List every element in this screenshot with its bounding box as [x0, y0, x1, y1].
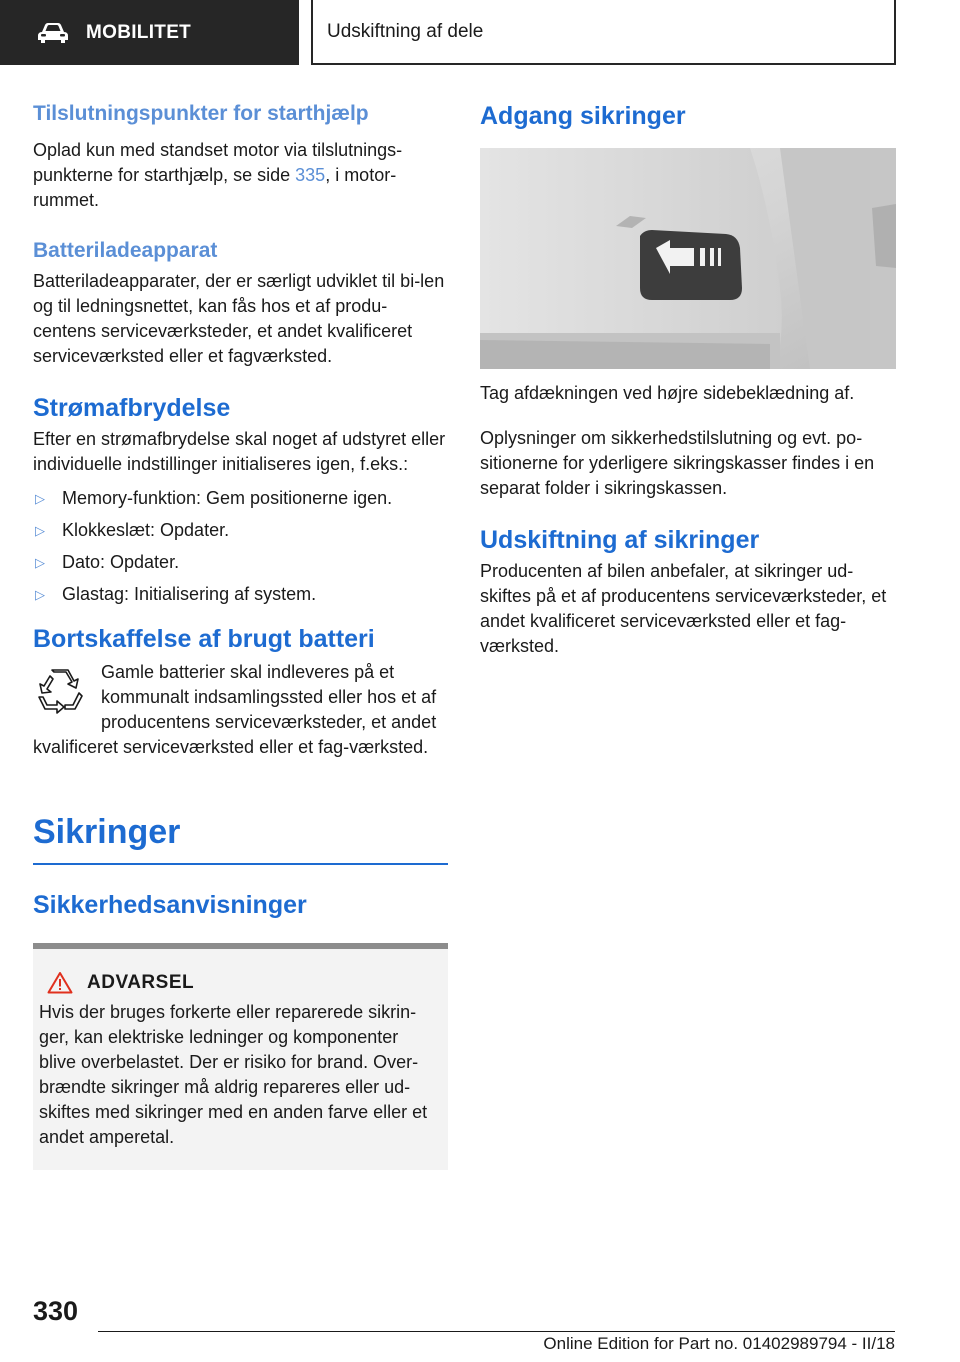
list-item-text: Glastag: Initialisering af system.	[62, 584, 317, 604]
jump-text-b: , i motor-rummet.	[33, 165, 397, 210]
page-header	[0, 0, 960, 66]
photo-caption: Tag afdækningen ved højre sidebeklædning af.	[480, 383, 855, 403]
warning-header	[47, 971, 440, 994]
list-item	[33, 582, 448, 607]
page-link[interactable]: 335	[295, 165, 326, 185]
triangle-bullet-icon: ▷	[35, 555, 45, 570]
bullet-list	[33, 486, 448, 607]
list-item-text: Memory-funktion: Gem positionerne igen.	[62, 488, 393, 508]
heading-power-outage: Strømafbrydelse	[33, 394, 231, 422]
list-item-text: Klokkeslæt: Opdater.	[62, 520, 230, 540]
triangle-bullet-icon: ▷	[35, 587, 45, 602]
section-tab	[0, 0, 299, 65]
disposal-block	[33, 660, 448, 760]
edition-note: Online Edition for Part no. 01402989794 - II/18	[543, 1334, 895, 1353]
paragraph-additional-fuse-info: Oplysninger om sikkerhedstilslutning og evt. po-sitionerne for yderligere sikringskasser findes i en separat folder i sikringskassen.	[480, 428, 875, 498]
chapter-heading-fuses: Sikringer	[33, 813, 181, 851]
paragraph-jump-start	[33, 138, 448, 213]
car-icon	[36, 22, 70, 44]
recycle-icon	[35, 666, 85, 716]
list-item	[33, 518, 448, 543]
triangle-bullet-icon: ▷	[35, 491, 45, 506]
warning-text: Hvis der bruges forkerte eller reparerede sikrin-ger, kan elektriske ledninger og komponenter blive overbelastet. Der er risiko for brand. Over-brændte sikringer må aldrig repareres eller ud-skiftes med sikringer med en anden farve eller et andet amperetal.	[39, 1002, 428, 1147]
heading-jump-start: Tilslutningspunkter for starthjælp	[33, 102, 369, 125]
paragraph-fuse-replacement: Producenten af bilen anbefaler, at sikringer ud-skiftes på et af producentens serviceværksteder, et andet kvalificeret serviceværksted eller et fag-værksted.	[480, 561, 887, 656]
heading-battery-disposal: Bortskaffelse af brugt batteri	[33, 625, 375, 653]
paragraph-power-outage: Efter en strømafbrydelse skal noget af udstyret eller individuelle indstillinger initialiseres igen, f.eks.:	[33, 429, 446, 474]
chapter-divider	[33, 863, 448, 865]
section-title: MOBILITET	[86, 21, 192, 43]
chapter-tab	[311, 0, 896, 65]
warning-title: ADVARSEL	[87, 971, 195, 993]
list-item-text: Dato: Opdater.	[62, 552, 180, 572]
footer-divider	[98, 1331, 895, 1332]
heading-fuse-replacement: Udskiftning af sikringer	[480, 526, 760, 554]
list-item	[33, 550, 448, 575]
chapter-title: Udskiftning af dele	[327, 20, 484, 42]
list-item	[33, 486, 448, 511]
jump-text-a: Oplad kun med standset motor via tilslutnings-punkterne for starthjælp, se side	[33, 140, 403, 185]
heading-charger: Batteriladeapparat	[33, 239, 218, 262]
left-column	[33, 100, 448, 1170]
paragraph-charger: Batteriladeapparater, der er særligt udviklet til bi-len og til ledningsnettet, kan fås hos et af produ-centens serviceværksteder, et andet kvalificeret serviceværksted eller et fagværksted.	[33, 271, 445, 366]
heading-safety: Sikkerhedsanvisninger	[33, 891, 307, 919]
warning-triangle-icon	[47, 971, 73, 994]
page-number: 330	[33, 1296, 79, 1326]
heading-fuse-access: Adgang sikringer	[480, 102, 686, 130]
triangle-bullet-icon: ▷	[35, 523, 45, 538]
right-column	[480, 100, 896, 659]
fuse-cover-photo	[480, 148, 896, 369]
paragraph-battery-disposal: Gamle batterier skal indleveres på et kommunalt indsamlingssted eller hos et af producentens serviceværksteder, et andet kvalificeret serviceværksted eller et fag-værksted.	[33, 662, 437, 757]
warning-box	[33, 943, 448, 1170]
